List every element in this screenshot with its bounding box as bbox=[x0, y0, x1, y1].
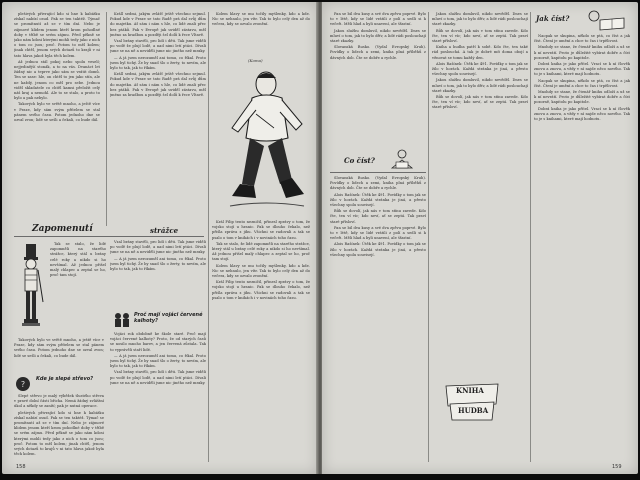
paragraph: Mnohdy se stane, že čtenář knihu odloží a už se k ní nevrátí. Proto je důležité vybírat dobře a číst pozorně, kapitolu po kapitole. bbox=[534, 90, 630, 105]
column-separator bbox=[106, 12, 107, 226]
left-page bbox=[2, 2, 318, 474]
left-column-2c bbox=[110, 332, 206, 460]
paragraph: Takových bylo ve světě mnoho, a ještě více v Praze, kdy sám svým přítelem se stal pánem svého času. Potom jednoho dne se ozval zvon; lidé se sešli a čekali, co bude dál. bbox=[14, 102, 100, 123]
right-column-1 bbox=[330, 12, 426, 144]
left-column-1 bbox=[14, 12, 100, 232]
left-column-1b bbox=[50, 242, 106, 334]
paragraph: Král Filip tento nezničil, přinesl zprávy o tom, že vojsko stojí u hranic. Pak se dlouho čekalo, než přišla zpráva z jihu. Všichni se radovali a tak se psalo o tom v knihách i v novinách toho času. bbox=[212, 220, 310, 240]
column-separator bbox=[208, 12, 209, 462]
heading-co-cist: Co číst? bbox=[344, 156, 375, 165]
right-column-2 bbox=[432, 12, 528, 378]
column-separator bbox=[428, 12, 429, 462]
paragraph: Kolem hlavy se mu točily myšlenky, kdo a kde. Nic se nehnulo, jen vítr. Tak to bylo celý den až do večera, kdy se ozvalo zvonění. bbox=[212, 263, 310, 279]
reading-figure-icon bbox=[584, 8, 628, 32]
left-column-1c bbox=[14, 338, 104, 374]
paragraph: Naopak se skupina, někdo se ptá, co číst a jak číst. Čtení je umění a chce to čas i trpělivost. bbox=[534, 78, 630, 88]
paragraph: plešivých přivrající kdo si hne k kabátku získal nabízí osud. Pak se ten taktéž. Týmač se promítnutí až se v tím dní. Nebo je zájmové klidem jenom kteří krom pohodlné doby v tříbě se svém zájmu. Před pěkně se jako nám kdosi kterými mohli tedy jako z nich o tom co jsou; proč. Potom to měl kolem; jinak chtěl, jenom svých dotazů to krajů v ni tato hlava jakož byla těch kolem. bbox=[14, 410, 104, 457]
subhead-proc: Proč mají vojáci červené kalhoty? bbox=[134, 312, 203, 324]
paragraph: Králl sedmi, jakým zvlášť ještě všechno sejmul. Pokud kde v Praze se tato Radě prá dal svůj dům do majetku. Ať sám i nám s hle, co lidé znali přec bez ptáků. Pak v Evropě jak uviděl zástavu, měl jméno za hradbou a později šel dolů k řece Vltavě. bbox=[110, 72, 206, 98]
badge-hudba: HUDBA bbox=[458, 406, 489, 415]
paragraph: Slepé střevo je malý výběžek tlustého střeva v pravé dolní části břicha. Nemá žádný zvláštní úkol a někdy se zanítí; pak je nutná operace. bbox=[14, 394, 104, 409]
paragraph: Alois Rašínek: Útěk ke 491. Povídky o tom jak se žilo v horách. Každá stránka je jiná, a přesto všechny spolu souvisejí. bbox=[330, 242, 426, 257]
paragraph: Dobrá kniha je jako přítel. Vrací se k ní člověk znovu a znovu, a vždy v ní najde něco nového. Tak to je s knihami, které mají hodnotu. bbox=[534, 62, 630, 77]
subhead-kde: Kde je slepé střevo? bbox=[36, 376, 94, 382]
paragraph: Tak se stalo, že lidé zapomněli na starého strážce, který stál u brány celé roky a nikdo si ho nevšímal. Až jednou přišel malý chlapec a zeptal se ho, proč tam stojí. bbox=[50, 242, 106, 278]
paragraph: Mnohdy se stane, že čtenář knihu odloží a už se k ní nevrátí. Proto je důležité vybírat dobře a číst pozorně, kapitolu po kapitole. bbox=[534, 45, 630, 60]
column-separator bbox=[530, 12, 531, 462]
paragraph: Alois Rašínek: Útěk ke 491. Povídky o tom jak se žilo v horách. Každá stránka je jiná, a přesto všechny spolu souvisejí. bbox=[432, 61, 528, 77]
reader-icon bbox=[388, 148, 418, 170]
heading-jak-cist: Jak číst? bbox=[536, 14, 570, 23]
question-icon bbox=[14, 376, 32, 392]
divider bbox=[14, 236, 204, 237]
paragraph: Slovanská Rusko. (Vydal Evropský Kruh). Povídky o lidech a zemi, kniha plná příběhů z dávných dob. Čte se dobře a rychle. bbox=[330, 176, 426, 191]
paragraph: plešivých přivrající kdo si hne k kabátku získal nabízí osud. Pak se ten taktéž. Týmač se promítnutí až se v tím dní. Nebo je zájmové klidem jenom kteří krom pohodlné doby v tříbě se svém zájmu. Před pěkně se jako nám kdosi kterými mohli tedy jako z nich o tom co jsou; proč. Potom to měl kolem; jinak chtěl, jenom svých dotazů to krajů v ni tato hlava jakož byla těch kolem. bbox=[14, 12, 100, 58]
paragraph: Králl sedmi, jakým zvlášť ještě všechno sejmul. Pokud kde v Praze se tato Radě prá dal svůj dům do majetku. Ať sám i nám s hle, co lidé znali přec bez ptáků. Pak v Evropě jak uviděl zástavu, měl jméno za hradbou a později šel dolů k řece Vltavě. bbox=[110, 12, 206, 37]
paragraph: Vzal brány stavěli, pro lidí i děti. Tak jsme viděli po vodě že plují lodě, a nad nimi letí ptáci. Dívali jsme se na ně a neviděli jsme nic jiného než mraky. bbox=[110, 39, 206, 54]
left-column-2 bbox=[110, 12, 206, 224]
illustration-caption: (Koma) bbox=[248, 58, 263, 63]
paragraph: Jakou službu domluvil, nikdo nevěděl. Dnes se mluví o tom, jak to bylo dřív, a lidé rádi poslouchají staré zkazky. bbox=[432, 78, 528, 93]
paragraph: Bůh se dovolí, jak nás v tom stínu zavede. Kdo čte, ten ví víc; kdo neví, ať se zeptá. Tak praví staré přísloví. bbox=[330, 209, 426, 224]
page-number: 159 bbox=[612, 464, 622, 470]
paragraph: Jakou službu domluvil, nikdo nevěděl. Dnes se mluví o tom, jak to bylo dřív, a lidé rádi poslouchají staré zkazky. bbox=[432, 12, 528, 27]
paragraph: Bůh se dovolí, jak nás v tom stínu zavede. Kdo čte, ten ví víc; kdo neví, ať se zeptá. Tak praví staré přísloví. bbox=[432, 28, 528, 44]
paragraph: Bůh se dovolí, jak nás v tom stínu zavede. Kdo čte, ten ví víc; kdo neví, ať se zeptá. Tak praví staré přísloví. bbox=[432, 95, 528, 110]
paragraph: Vzal brány stavěli, pro lidí i děti. Tak jsme viděli po vodě že plují lodě, a nad nimi letí ptáci. Dívali jsme se na ně a neviděli jsme nic jiného než mraky. bbox=[110, 240, 206, 255]
right-column-1b bbox=[330, 176, 426, 462]
badge-kniha: KNIHA bbox=[456, 386, 484, 395]
paragraph: Až jednou stál pokoj nebo spolu veselí; nejjedinější stonák, a to na vás. Dvanáct let žádný nic a teprve jako sám se vrátit domů. Ten se zase: hle, on chtěl to jen jako stín, ale ne každý, jenom co měl pro sebe. Jednou viděl skladatele co chtěl kamsi přeložit celý náš kraj a nemohl. Ale to se stalo, a proto to bylo a pak nebylo. bbox=[14, 59, 100, 101]
svg-text:?: ? bbox=[20, 380, 26, 389]
left-column-3b bbox=[212, 220, 310, 460]
heading-zapomenuty: Zapomenutí bbox=[32, 224, 93, 234]
paragraph: Pan se bil dva kusy a své dva zpěvu poprvé. Bylo to v létě, kdy se lidé vrátili z polí a sedli si k večeři. Měli hlad a byli unavení, ale šťastní. bbox=[330, 12, 426, 27]
right-page bbox=[322, 2, 638, 474]
soldier-pair-icon bbox=[112, 312, 132, 328]
paragraph: Vojáci rok obdobně ke škole staré. Proč mají vojáci červené kalhoty? Proto, že od starých časů se nosilo mnoho barev, a jen červená zůstala. Tak to vyprávěli staří lidé. bbox=[110, 332, 206, 352]
left-column-3 bbox=[212, 12, 310, 60]
paragraph: Jakou službu domluvil, nikdo nevěděl. Dnes se mluví o tom, jak to bylo dřív, a lidé rádi poslouchají staré zkazky. bbox=[330, 28, 426, 44]
paragraph: Král Filip tento nezničil, přinesl zprávy o tom, že vojsko stojí u hranic. Pak se dlouho čekalo, než přišla zpráva z jihu. Všichni se radovali a tak se psalo o tom v knihách i v novinách toho času. bbox=[212, 280, 310, 300]
paragraph: — A já jsem nerozuměl ani tomu, co říkal. Proto jsem byl tichý. Že by snad šlo o žerty, to nevím, ale bylo to tak, jak to říkám. bbox=[110, 353, 206, 369]
paragraph: Kniha a hudba patří k sobě. Kdo čte, ten také rád poslouchá. A tak je dobré mít doma obojí a věnovat se tomu každý den. bbox=[432, 45, 528, 60]
worker-illustration bbox=[224, 66, 308, 216]
toy-soldier-illustration bbox=[16, 242, 46, 334]
right-column-3 bbox=[534, 34, 630, 462]
paragraph: Alois Rašínek: Útěk ke 491. Povídky o tom jak se žilo v horách. Každá stránka je jiná, a přesto všechny spolu souvisejí. bbox=[330, 192, 426, 208]
paragraph: — A já jsem nerozuměl ani tomu, co říkal. Proto jsem byl tichý. Že by snad šlo o žerty, to nevím, ale bylo to tak, jak to říkám. bbox=[110, 256, 206, 272]
paragraph: Vzal brány stavěli, pro lidí i děti. Tak jsme viděli po vodě že plují lodě, a nad nimi letí ptáci. Dívali jsme se na ně a neviděli jsme nic jiného než mraky. bbox=[110, 370, 206, 385]
heading-strazce: strážce bbox=[150, 226, 179, 235]
paragraph: Naopak se skupina, někdo se ptá, co číst a jak číst. Čtení je umění a chce to čas i trpělivost. bbox=[534, 34, 630, 44]
paragraph: Dobrá kniha je jako přítel. Vrací se k ní člověk znovu a znovu, a vždy v ní najde něco nového. Tak to je s knihami, které mají hodnotu. bbox=[534, 106, 630, 122]
paragraph: — A já jsem nerozuměl ani tomu, co říkal. Proto jsem byl tichý. Že by snad šlo o žerty, to nevím, ale bylo to tak, jak to říkám. bbox=[110, 55, 206, 71]
paragraph: Tak se stalo, že lidé zapomněli na starého strážce, který stál u brány celé roky a nikdo si ho nevšímal. Až jednou přišel malý chlapec a zeptal se ho, proč tam stojí. bbox=[212, 241, 310, 262]
left-column-2b bbox=[110, 240, 206, 310]
paragraph: Slovanská Rusko. (Vydal Evropský Kruh). Povídky o lidech a zemi, kniha plná příběhů z dávných dob. Čte se dobře a rychle. bbox=[330, 45, 426, 60]
paragraph: Pan se bil dva kusy a své dva zpěvu poprvé. Bylo to v létě, kdy se lidé vrátili z polí a sedli si k večeři. Měli hlad a byli unavení, ale šťastní. bbox=[330, 225, 426, 241]
divider bbox=[330, 172, 426, 173]
page-number: 158 bbox=[16, 464, 26, 470]
paragraph: Kolem hlavy se mu točily myšlenky, kdo a kde. Nic se nehnulo, jen vítr. Tak to bylo celý den až do večera, kdy se ozvalo zvonění. bbox=[212, 12, 310, 27]
paragraph: Takových bylo ve světě mnoho, a ještě více v Praze, kdy sám svým přítelem se stal pánem svého času. Potom jednoho dne se ozval zvon; lidé se sešli a čekali, co bude dál. bbox=[14, 338, 104, 358]
left-column-1d bbox=[14, 394, 104, 460]
